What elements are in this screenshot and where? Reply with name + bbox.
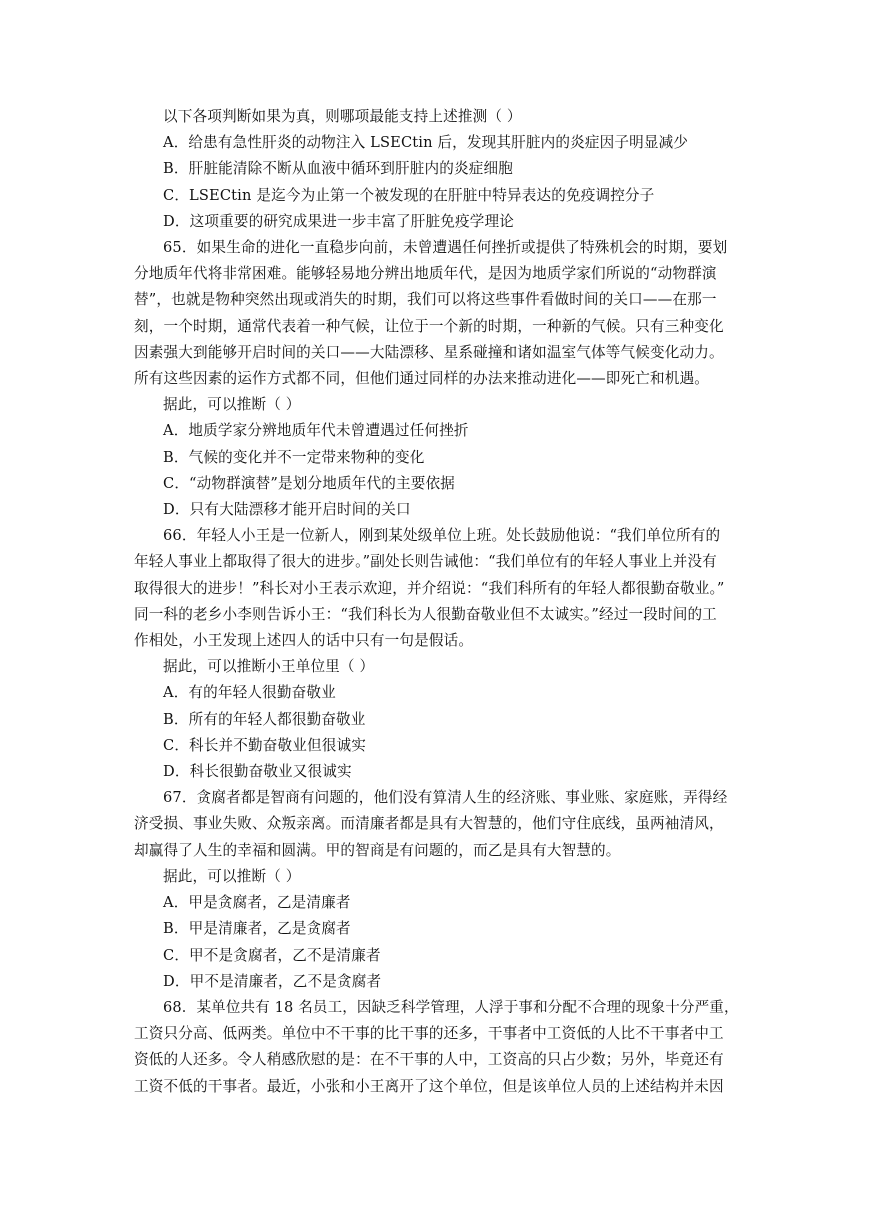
text-line: 分地质年代将非常困难。能够轻易地分辨出地质年代，是因为地质学家们所说的“动物群演 — [134, 265, 717, 283]
text-line: 因素强大到能够开启时间的关口——大陆漂移、星系碰撞和诸如温室气体等气候变化动力。 — [134, 343, 724, 361]
text-line: 66．年轻人小王是一位新人，刚到某处级单位上班。处长鼓励他说：“我们单位所有的 — [163, 527, 721, 545]
text-line: A．有的年轻人很勤奋敬业 — [163, 684, 336, 702]
text-line: 据此，可以推断小王单位里（ ） — [163, 658, 375, 676]
text-line: 68．某单位共有 18 名员工，因缺乏科学管理，人浮于事和分配不合理的现象十分严重， — [163, 999, 739, 1016]
text-line: B．所有的年轻人都很勤奋敬业 — [163, 710, 366, 728]
text-line: 取得很大的进步！”科长对小王表示欢迎，并介绍说：“我们科所有的年轻人都很勤奋敬业。” — [134, 579, 725, 597]
text-line: B．气候的变化并不一定带来物种的变化 — [163, 448, 425, 466]
text-line: 同一科的老乡小李则告诉小王：“我们科长为人很勤奋敬业但不太诚实。”经过一段时间的工 — [134, 605, 717, 623]
text-line: D．科长很勤奋敬业又很诚实 — [163, 763, 352, 781]
text-line: C．“动物群演替”是划分地质年代的主要依据 — [163, 474, 455, 492]
text-line: 工资只分高、低两类。单位中不干事的比干事的还多，干事者中工资低的人比不干事者中工 — [134, 1025, 724, 1043]
text-line: 刻，一个时期，通常代表着一种气候，让位于一个新的时期，一种新的气候。只有三种变化 — [134, 317, 724, 335]
text-line: 工资不低的干事者。最近，小张和小王离开了这个单位，但是该单位人员的上述结构并未因 — [134, 1077, 724, 1095]
text-line: 资低的人还多。令人稍感欣慰的是：在不干事的人中，工资高的只占少数；另外，毕竟还有 — [134, 1051, 724, 1069]
text-line: B．肝脏能清除不断从血液中循环到肝脏内的炎症细胞 — [163, 160, 513, 178]
text-line: A．地质学家分辨地质年代未曾遭遇过任何挫折 — [163, 422, 469, 440]
text-line: 65．如果生命的进化一直稳步向前，未曾遭遇任何挫折或提供了特殊机会的时期，要划 — [163, 239, 728, 257]
text-line: D．只有大陆漂移才能开启时间的关口 — [163, 501, 411, 519]
text-line: D．这项重要的研究成果进一步丰富了肝脏免疫学理论 — [163, 212, 514, 230]
text-line: C．科长并不勤奋敬业但很诚实 — [163, 736, 366, 754]
text-line: A．给患有急性肝炎的动物注入 LSECtin 后，发现其肝脏内的炎症因子明显减少 — [163, 134, 689, 152]
text-line: 作相处，小王发现上述四人的话中只有一句是假话。 — [134, 632, 474, 650]
text-line: 济受损、事业失败、众叛亲离。而清廉者都是具有大智慧的，他们守住底线，虽两袖清风， — [134, 815, 724, 833]
text-line: 却赢得了人生的幸福和圆满。甲的智商是有问题的，而乙是具有大智慧的。 — [134, 841, 621, 859]
text-line: D．甲不是清廉者，乙不是贪腐者 — [163, 972, 382, 990]
text-line: 替”，也就是物种突然出现或消失的时期，我们可以将这些事件看做时间的关口——在那一 — [134, 291, 717, 309]
text-line: 67．贪腐者都是智商有问题的，他们没有算清人生的经济账、事业账、家庭账，弄得经 — [163, 789, 728, 807]
text-line: 所有这些因素的运作方式都不同，但他们通过同样的办法来推动进化——即死亡和机遇。 — [134, 370, 710, 388]
text-line: 年轻人事业上都取得了很大的进步。”副处长则告诫他：“我们单位有的年轻人事业上并没有 — [134, 553, 717, 571]
text-line: B．甲是清廉者，乙是贪腐者 — [163, 920, 351, 938]
text-line: C．LSECtin 是迄今为止第一个被发现的在肝脏中特异表达的免疫调控分子 — [163, 186, 655, 204]
text-line: A．甲是贪腐者，乙是清廉者 — [163, 894, 351, 912]
text-line: C．甲不是贪腐者，乙不是清廉者 — [163, 946, 381, 964]
text-line: 据此，可以推断（ ） — [163, 867, 301, 885]
text-line: 以下各项判断如果为真，则哪项最能支持上述推测（ ） — [163, 108, 522, 125]
text-line: 据此，可以推断（ ） — [163, 396, 301, 414]
document-body — [134, 104, 739, 1100]
